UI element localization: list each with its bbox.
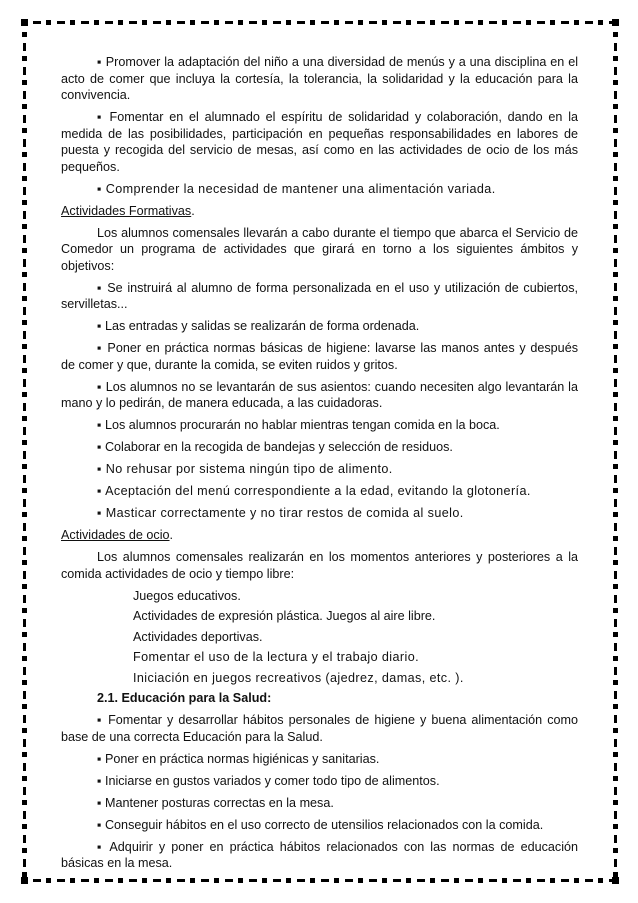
- border-dot: [22, 608, 27, 613]
- border-dot: [614, 67, 617, 75]
- border-dot: [358, 878, 363, 883]
- border-dot: [321, 21, 329, 24]
- border-dot: [297, 879, 305, 882]
- border-dot: [613, 128, 618, 133]
- border-dot: [613, 392, 618, 397]
- border-dot: [225, 879, 233, 882]
- border-dot: [46, 20, 51, 25]
- paragraph: ▪ Masticar correctamente y no tirar restos de comida al suelo.: [97, 506, 464, 520]
- border-dot: [613, 200, 618, 205]
- border-dot: [70, 878, 75, 883]
- border-dot: [23, 547, 26, 555]
- border-dot: [262, 878, 267, 883]
- border-dot: [614, 763, 617, 771]
- heading-suffix: .: [169, 528, 174, 542]
- border-dot: [613, 728, 618, 733]
- border-dot: [23, 691, 26, 699]
- paragraph: ▪ Colaborar en la recogida de bandejas y selección de residuos.: [97, 440, 453, 454]
- border-dot: [613, 872, 618, 877]
- border-dot: [613, 584, 618, 589]
- border-dot: [273, 21, 281, 24]
- border-dot: [57, 21, 65, 24]
- border-dot: [23, 187, 26, 195]
- border-dot: [613, 56, 618, 61]
- border-dot: [23, 403, 26, 411]
- list-item: Actividades de expresión plástica. Juegos al aire libre.: [133, 609, 436, 623]
- paragraph: ▪ Fomentar y desarrollar hábitos personales de higiene y buena alimentación como base de una correcta Educación para la Salud.: [61, 713, 578, 744]
- border-dot: [613, 608, 618, 613]
- border-dot: [613, 368, 618, 373]
- border-dot: [225, 21, 233, 24]
- border-dot: [57, 879, 65, 882]
- section-heading-ocio: [61, 527, 578, 544]
- border-dot: [614, 667, 617, 675]
- border-dot: [23, 523, 26, 531]
- list-item: Actividades deportivas.: [133, 629, 263, 644]
- border-dot: [105, 879, 113, 882]
- border-dot: [613, 752, 618, 757]
- border-dot: [614, 331, 617, 339]
- border-dot: [21, 19, 28, 26]
- border-dot: [22, 824, 27, 829]
- border-dot: [33, 21, 41, 24]
- border-dot: [23, 595, 26, 603]
- border-dot: [214, 878, 219, 883]
- border-dot: [613, 560, 618, 565]
- border-dot: [382, 878, 387, 883]
- border-dot: [382, 20, 387, 25]
- heading-text: Actividades de ocio: [61, 528, 170, 542]
- border-dot: [23, 619, 26, 627]
- border-dot: [94, 20, 99, 25]
- border-dot: [286, 20, 291, 25]
- heading-text: Actividades Formativas: [61, 203, 192, 218]
- section-heading-salud: 2.1. Educación para la Salud:: [97, 691, 272, 705]
- border-dot: [613, 704, 618, 709]
- border-dot: [23, 859, 26, 867]
- border-dot: [262, 20, 267, 25]
- border-dot: [614, 427, 617, 435]
- border-dot: [613, 344, 618, 349]
- border-dot: [465, 21, 473, 24]
- border-dot: [614, 379, 617, 387]
- border-dot: [614, 211, 617, 219]
- border-dot: [614, 235, 617, 243]
- border-dot: [613, 80, 618, 85]
- paragraph: ▪ Los alumnos no se levantarán de sus asientos: cuando necesiten algo levantarán la mano y lo pedirán, de manera educada, a las cuidadoras.: [61, 379, 578, 410]
- list-item: Juegos educativos.: [133, 588, 241, 603]
- border-dot: [238, 20, 243, 25]
- border-dot: [129, 21, 137, 24]
- border-dot: [612, 877, 619, 884]
- border-dot: [22, 680, 27, 685]
- border-dot: [22, 32, 27, 37]
- border-dot: [81, 879, 89, 882]
- border-dot: [22, 584, 27, 589]
- border-dot: [613, 296, 618, 301]
- border-dot: [614, 835, 617, 843]
- paragraph: ▪ Las entradas y salidas se realizarán de forma ordenada.: [97, 319, 420, 333]
- border-dot: [22, 800, 27, 805]
- paragraph: ▪ Aceptación del menú correspondiente a la edad, evitando la glotonería.: [97, 484, 531, 498]
- border-dot: [22, 632, 27, 637]
- border-dot: [585, 879, 593, 882]
- border-dot: [23, 643, 26, 651]
- border-dot: [33, 879, 41, 882]
- border-dot: [22, 776, 27, 781]
- border-dot: [613, 32, 618, 37]
- paragraph: ▪ Conseguir hábitos en el uso correcto de utensilios relacionados con la comida.: [97, 817, 544, 832]
- border-dot: [23, 715, 26, 723]
- border-dot: [142, 878, 147, 883]
- border-dot: [345, 879, 353, 882]
- border-dot: [478, 878, 483, 883]
- section-heading-formativas: [61, 203, 578, 220]
- border-dot: [273, 879, 281, 882]
- border-dot: [23, 163, 26, 171]
- border-dot: [537, 21, 545, 24]
- border-dot: [613, 152, 618, 157]
- border-dot: [22, 224, 27, 229]
- border-dot: [614, 499, 617, 507]
- border-dot: [614, 355, 617, 363]
- paragraph: ▪ Fomentar en el alumnado el espíritu de solidaridad y colaboración, dando en la medida de las posibilidades, participación en pequeñas responsabilidades en labores de puesta y recogida del servicio de mesas, así como en las actividades de ocio de los más pequeños.: [61, 110, 578, 174]
- border-dot: [22, 752, 27, 757]
- border-dot: [614, 595, 617, 603]
- border-dot: [23, 379, 26, 387]
- border-dot: [22, 656, 27, 661]
- border-dot: [201, 21, 209, 24]
- border-dot: [345, 21, 353, 24]
- paragraph: ▪ No rehusar por sistema ningún tipo de alimento.: [97, 462, 393, 476]
- border-dot: [286, 878, 291, 883]
- border-dot: [406, 20, 411, 25]
- border-dot: [393, 21, 401, 24]
- border-dot: [22, 272, 27, 277]
- border-dot: [22, 704, 27, 709]
- border-dot: [190, 878, 195, 883]
- border-dot: [550, 20, 555, 25]
- border-dot: [614, 43, 617, 51]
- border-dot: [22, 176, 27, 181]
- border-dot: [310, 20, 315, 25]
- border-dot: [613, 800, 618, 805]
- border-dot: [614, 451, 617, 459]
- border-dot: [614, 787, 617, 795]
- border-dot: [489, 879, 497, 882]
- border-dot: [614, 91, 617, 99]
- border-dot: [21, 877, 28, 884]
- border-dot: [369, 21, 377, 24]
- border-dot: [613, 848, 618, 853]
- border-dot: [22, 104, 27, 109]
- border-dot: [614, 187, 617, 195]
- border-dot: [23, 571, 26, 579]
- border-dot: [614, 523, 617, 531]
- border-dot: [23, 115, 26, 123]
- border-dot: [22, 392, 27, 397]
- border-dot: [46, 878, 51, 883]
- border-dot: [614, 115, 617, 123]
- border-dot: [23, 259, 26, 267]
- border-dot: [489, 21, 497, 24]
- border-dot: [613, 656, 618, 661]
- border-dot: [22, 440, 27, 445]
- border-dot: [94, 878, 99, 883]
- border-dot: [614, 643, 617, 651]
- border-dot: [142, 20, 147, 25]
- border-dot: [441, 879, 449, 882]
- border-dot: [613, 176, 618, 181]
- border-dot: [358, 20, 363, 25]
- border-dot: [502, 878, 507, 883]
- border-dot: [22, 296, 27, 301]
- border-dot: [406, 878, 411, 883]
- border-dot: [23, 739, 26, 747]
- border-dot: [598, 20, 603, 25]
- list-item: Fomentar el uso de la lectura y el trabajo diario.: [133, 650, 420, 664]
- border-dot: [22, 128, 27, 133]
- border-dot: [118, 878, 123, 883]
- border-dot: [23, 763, 26, 771]
- border-dot: [81, 21, 89, 24]
- border-dot: [22, 320, 27, 325]
- border-dot: [249, 21, 257, 24]
- border-dot: [22, 368, 27, 373]
- paragraph: ▪ Promover la adaptación del niño a una diversidad de menús y a una disciplina en el acto de comer que incluya la cortesía, la tolerancia, la solidaridad y la educación para la convivencia.: [61, 55, 578, 102]
- border-dot: [23, 499, 26, 507]
- border-dot: [614, 859, 617, 867]
- border-dot: [23, 283, 26, 291]
- border-dot: [249, 879, 257, 882]
- border-dot: [23, 307, 26, 315]
- border-dot: [561, 879, 569, 882]
- border-dot: [214, 20, 219, 25]
- border-dot: [105, 21, 113, 24]
- border-dot: [334, 20, 339, 25]
- border-dot: [430, 878, 435, 883]
- border-dot: [334, 878, 339, 883]
- border-dot: [23, 235, 26, 243]
- border-dot: [454, 878, 459, 883]
- border-dot: [574, 20, 579, 25]
- border-dot: [297, 21, 305, 24]
- border-dot: [614, 259, 617, 267]
- border-dot: [614, 691, 617, 699]
- paragraph: ▪ Poner en práctica normas higiénicas y sanitarias.: [97, 751, 380, 766]
- border-dot: [526, 878, 531, 883]
- border-dot: [118, 20, 123, 25]
- paragraph: ▪ Adquirir y poner en práctica hábitos relacionados con las normas de educación básicas en la mesa.: [61, 839, 578, 870]
- border-dot: [613, 248, 618, 253]
- border-dot: [585, 21, 593, 24]
- border-dot: [22, 248, 27, 253]
- border-dot: [614, 571, 617, 579]
- border-dot: [613, 320, 618, 325]
- border-dot: [190, 20, 195, 25]
- border-dot: [614, 403, 617, 411]
- border-dot: [23, 331, 26, 339]
- border-dot: [441, 21, 449, 24]
- border-dot: [393, 879, 401, 882]
- border-dot: [478, 20, 483, 25]
- list-item: Iniciación en juegos recreativos (ajedrez, damas, etc. ).: [133, 670, 464, 685]
- border-dot: [166, 878, 171, 883]
- border-dot: [22, 80, 27, 85]
- border-dot: [613, 536, 618, 541]
- document-body: [61, 54, 578, 877]
- border-dot: [153, 21, 161, 24]
- border-dot: [614, 619, 617, 627]
- border-dot: [22, 848, 27, 853]
- paragraph: ▪ Se instruirá al alumno de forma personalizada en el uso y utilización de cubiertos, servilletas...: [61, 280, 578, 311]
- border-dot: [537, 879, 545, 882]
- border-dot: [22, 512, 27, 517]
- border-dot: [526, 20, 531, 25]
- border-dot: [430, 20, 435, 25]
- border-dot: [417, 21, 425, 24]
- border-dot: [613, 272, 618, 277]
- paragraph: ▪ Comprender la necesidad de mantener una alimentación variada.: [97, 181, 496, 196]
- border-dot: [614, 715, 617, 723]
- border-dot: [513, 879, 521, 882]
- border-dot: [613, 488, 618, 493]
- border-dot: [22, 344, 27, 349]
- border-dot: [23, 811, 26, 819]
- border-dot: [369, 879, 377, 882]
- border-dot: [614, 163, 617, 171]
- paragraph: ▪ Poner en práctica normas básicas de higiene: lavarse las manos antes y después de comer y que, durante la comida, se eviten ruidos y gritos.: [61, 341, 578, 372]
- border-dot: [23, 787, 26, 795]
- border-dot: [22, 200, 27, 205]
- border-dot: [613, 416, 618, 421]
- border-dot: [502, 20, 507, 25]
- border-dot: [613, 824, 618, 829]
- border-dot: [238, 878, 243, 883]
- border-dot: [177, 879, 185, 882]
- border-dot: [23, 67, 26, 75]
- border-dot: [550, 878, 555, 883]
- border-dot: [614, 739, 617, 747]
- border-dot: [23, 43, 26, 51]
- border-dot: [22, 464, 27, 469]
- paragraph: ▪ Iniciarse en gustos variados y comer todo tipo de alimentos.: [97, 773, 440, 788]
- border-dot: [22, 728, 27, 733]
- border-dot: [614, 307, 617, 315]
- border-dot: [201, 879, 209, 882]
- border-dot: [23, 475, 26, 483]
- paragraph: ▪ Mantener posturas correctas en la mesa.: [97, 795, 334, 810]
- border-dot: [613, 104, 618, 109]
- border-dot: [614, 547, 617, 555]
- border-dot: [22, 536, 27, 541]
- border-dot: [153, 879, 161, 882]
- heading-suffix: .: [191, 203, 195, 218]
- border-dot: [613, 224, 618, 229]
- paragraph: Los alumnos comensales realizarán en los momentos anteriores y posteriores a la comida actividades de ocio y tiempo libre:: [61, 550, 578, 581]
- border-dot: [23, 667, 26, 675]
- border-dot: [612, 19, 619, 26]
- border-dot: [454, 20, 459, 25]
- border-dot: [613, 680, 618, 685]
- paragraph: Los alumnos comensales llevarán a cabo durante el tiempo que abarca el Servicio de Comedor un programa de actividades que girará en torno a los siguientes ámbitos y objetivos:: [61, 225, 578, 273]
- border-dot: [310, 878, 315, 883]
- border-dot: [417, 879, 425, 882]
- border-dot: [613, 632, 618, 637]
- border-dot: [598, 878, 603, 883]
- border-dot: [22, 560, 27, 565]
- border-dot: [22, 152, 27, 157]
- border-dot: [574, 878, 579, 883]
- border-dot: [23, 835, 26, 843]
- border-dot: [22, 872, 27, 877]
- border-dot: [23, 211, 26, 219]
- border-dot: [22, 416, 27, 421]
- border-dot: [614, 139, 617, 147]
- border-dot: [22, 488, 27, 493]
- border-dot: [166, 20, 171, 25]
- border-dot: [614, 283, 617, 291]
- border-dot: [177, 21, 185, 24]
- border-dot: [561, 21, 569, 24]
- border-dot: [70, 20, 75, 25]
- border-dot: [613, 776, 618, 781]
- border-dot: [465, 879, 473, 882]
- border-dot: [22, 56, 27, 61]
- border-dot: [23, 355, 26, 363]
- border-dot: [614, 811, 617, 819]
- border-dot: [23, 139, 26, 147]
- border-dot: [613, 440, 618, 445]
- border-dot: [614, 475, 617, 483]
- border-dot: [513, 21, 521, 24]
- border-dot: [321, 879, 329, 882]
- border-dot: [129, 879, 137, 882]
- border-dot: [613, 512, 618, 517]
- paragraph: ▪ Los alumnos procurarán no hablar mientras tengan comida en la boca.: [97, 418, 500, 432]
- border-dot: [23, 91, 26, 99]
- border-dot: [23, 427, 26, 435]
- border-dot: [613, 464, 618, 469]
- border-dot: [23, 451, 26, 459]
